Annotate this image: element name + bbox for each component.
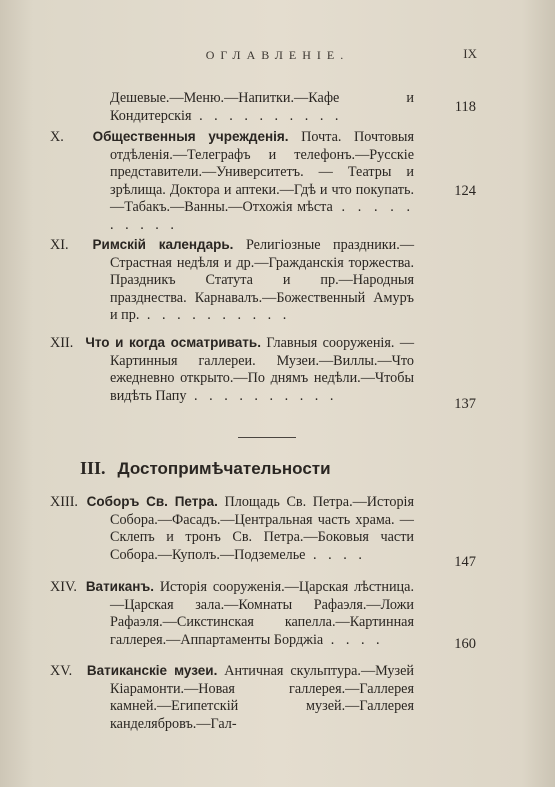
entry-title: Римскій календарь.: [92, 237, 234, 252]
entry-title: Что и когда осматривать.: [85, 335, 261, 350]
dot-leader: . . . .: [323, 631, 384, 648]
entry-text: Дешевые.—Меню.—Напитки.—Кафе и Кондитерскія: [110, 90, 414, 124]
section-divider: [238, 437, 296, 438]
entry-text: Античная скульптура.—Музей Кіарамонти.—Новая галлерея.—Галлерея камней.—Египетскій музей.—Галлерея канделябровъ.—Гал-: [110, 663, 415, 732]
entry-page: 137: [454, 396, 476, 412]
toc-entry-x: X. Общественныя учрежденія. Почта. Почтовыя отдѣленія.—Телеграфъ и телефонъ.—Русскіе представители.—Университетъ. — Театры и зрѣлища. Доктора и аптеки.—Гдѣ и что покупать.—Табакъ.—Ванны.—Отхожія мѣста . . . . . . . . . .: [50, 129, 415, 233]
entry-text: Почта. Почтовыя отдѣленія.—Телеграфъ и телефонъ.—Русскіе представители.—Университетъ. — Театры и зрѣлища. Доктора и аптеки.—Гдѣ и что покупать.—Табакъ.—Ванны.—Отхожія мѣста: [110, 129, 414, 215]
dot-leader: . . . . . . . . . .: [139, 307, 291, 323]
page-number: IX: [463, 46, 477, 61]
entry-page: 160: [454, 636, 476, 652]
entry-title: Соборъ Св. Петра.: [86, 494, 218, 509]
entry-page: 124: [454, 183, 476, 199]
toc-entry-xiii: XIII. Соборъ Св. Петра. Площадь Св. Петра.—Исторія Собора.—Фасадъ.—Центральная часть храма. — Склепъ и тронъ Св. Петра.—Боковыя части Собора.—Куполъ.—Подземелье . . . .: [50, 494, 415, 563]
dot-leader: . . . . . . . . . .: [191, 107, 343, 124]
entry-text: Площадь Св. Петра.—Исторія Собора.—Фасадъ.—Центральная часть храма. — Склепъ и тронъ Св. Петра.—Боковыя части Собора.—Куполъ.—Подземелье: [110, 494, 415, 563]
toc-entry-xv: XV. Ватиканскіе музеи. Античная скульптура.—Музей Кіарамонти.—Новая галлерея.—Галлерея камней.—Египетскій музей.—Галлерея канделябровъ.—Гал-: [50, 663, 415, 732]
entry-title: Ватиканъ.: [85, 579, 154, 594]
toc-entry-xii: XII. Что и когда осматривать. Главныя сооруженія. — Картинныя галлереи. Музеи.—Виллы.—Что ежедневно открыто.—По днямъ недѣли.—Чтобы видѣть Папу . . . . . . . . . .: [50, 335, 415, 404]
entry-text: Главныя сооруженія. — Картинныя галлереи. Музеи.—Виллы.—Что ежедневно открыто.—По днямъ недѣли.—Чтобы видѣть Папу: [110, 335, 415, 404]
dot-leader: . . . .: [305, 546, 366, 563]
dot-leader: . . . . . . . . . .: [110, 199, 415, 233]
entry-page: 147: [454, 554, 476, 570]
section-title: Достопримѣчательности: [117, 459, 331, 478]
running-title: ОГЛАВЛЕНІЕ.: [205, 48, 350, 62]
entry-text: Исторія сооруженія.—Царская лѣстница.—Царская зала.—Комнаты Рафаэля.—Ложи Рафаэля.—Сикстинская капелла.—Картинная галлерея.—Аппартаменты Борджіа: [110, 579, 414, 648]
dot-leader: . . . . . . . . . .: [186, 387, 338, 404]
toc-entry-xiv: XIV. Ватиканъ. Исторія сооруженія.—Царская лѣстница.—Царская зала.—Комнаты Рафаэля.—Ложи Рафаэля.—Сикстинская капелла.—Картинная галлерея.—Аппартаменты Борджіа . . . .: [50, 579, 414, 648]
entry-title: Ватиканскіе музеи.: [86, 663, 218, 678]
entry-page: 118: [454, 99, 476, 115]
entry-text: Религіозные праздники.—Страстная недѣля и др.—Гражданскія торжества. Праздникъ Статута и пр.—Народныя празднества. Карнавалъ.—Божественный Амуръ и пр.: [110, 237, 415, 323]
toc-entry-xi: XI. Римскій календарь. Религіозные праздники.—Страстная недѣля и др.—Гражданскія торжества. Праздникъ Статута и пр.—Народныя празднества. Карнавалъ.—Божественный Амуръ и пр. . . . . . . . . . .: [50, 237, 415, 323]
section-number: III.: [80, 458, 106, 478]
section-heading: [80, 458, 480, 479]
entry-title: Общественныя учрежденія.: [92, 129, 289, 144]
toc-entry-continued: [80, 90, 414, 125]
